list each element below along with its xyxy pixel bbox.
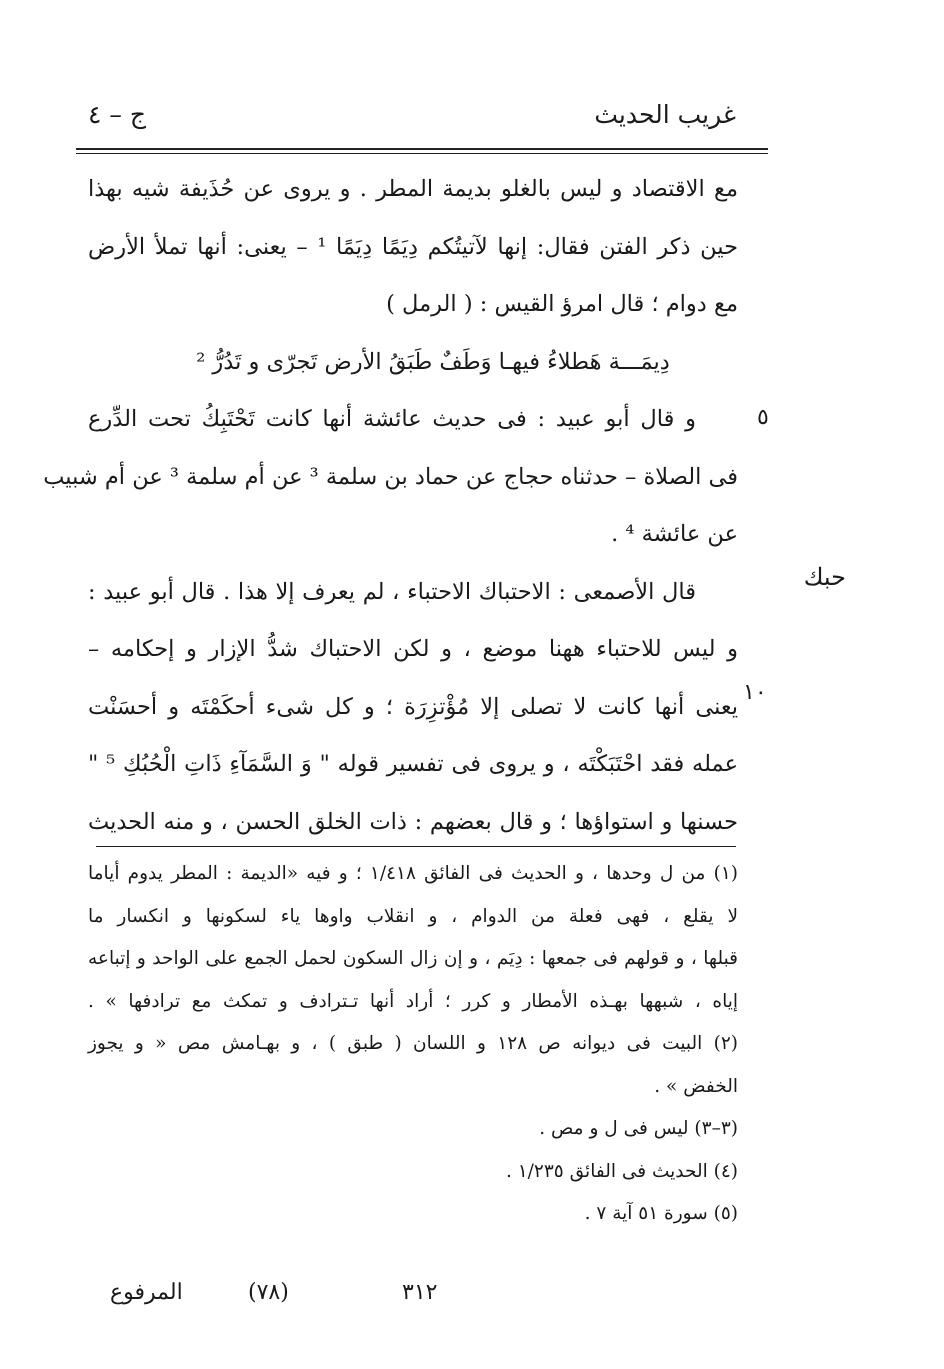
text-line: حسنها و استواؤها ؛ و قال بعضهم : ذات الخلق الحسن ، و منه الحديث — [88, 808, 738, 835]
poetry-verse: دِيمَـــة هَطلاءُ فيهـا وَطَفٌ طَبَقُ الأرض تَجرّى و تَدُرُّ ² — [196, 348, 670, 375]
footnote-line: (٣–٣) ليس فى ل و مص . — [539, 1118, 738, 1139]
text-line: مع دوام ؛ قال امرؤ القيس : ( الرمل ) — [386, 291, 738, 317]
footnotes — [88, 853, 738, 1236]
page-number: ٣١٢ — [402, 1280, 438, 1305]
text-line: قال الأصمعى : الاحتباك الاحتباء ، لم يعرف إلا هذا . قال أبو عبيد : — [88, 578, 696, 605]
text-line: و ليس للاحتباء ههنا موضع ، و لكن الاحتباك شدُّ الإزار و إحكامه – — [88, 636, 738, 662]
footnote-line: لا يقلع ، فهى فعلة من الدوام ، و انقلاب واوها ياء لسكونها و انكسار ما — [88, 905, 738, 927]
footnote-line: (٤) الحديث فى الفائق ١/٢٣٥ . — [505, 1160, 738, 1182]
text-line: فى الصلاة – حدثناه حجاج عن حماد بن سلمة ³ عن أم سلمة ³ عن أم شبيب — [43, 463, 738, 490]
footnote-line: (٥) سورة ٥١ آية ٧ . — [584, 1203, 738, 1224]
footnote-line: إياه ، شبهها بهـذه الأمطار و كرر ؛ أراد أنها تـترادف و تمكث مع ترادفها » . — [88, 990, 738, 1012]
main-text — [43, 161, 738, 851]
header-rule — [76, 148, 768, 150]
volume-number: ج – ٤ — [88, 100, 146, 129]
header-rule-thin — [76, 153, 768, 154]
line-number-10: ١٠ — [743, 680, 767, 705]
sheet-number: (٧٨) — [248, 1280, 289, 1305]
text-line: عمله فقد احْتَبَكْتَه ، و يروى فى تفسير قوله " وَ السَّمَآءِ ذَاتِ الْحُبُكِ ⁵ " — [88, 751, 738, 777]
margin-keyword: حبك — [803, 563, 846, 591]
text-line: مع الاقتصاد و ليس بالغلو بديمة المطر . و يروى عن حُذَيفة شيه بهذا — [88, 176, 738, 202]
footnote-line: قبلها ، و قولهم فى جمعها : دِيَم ، و إن زال السكون لحمل الجمع على الواحد و إتباعه — [88, 948, 738, 969]
line-number-5: ٥ — [757, 405, 769, 430]
catchword: المرفوع — [110, 1280, 183, 1305]
footnote-line: (١) من ل وحدها ، و الحديث فى الفائق ١/٤١٨ ؛ و فيه «الديمة : المطر يدوم أياما — [88, 863, 738, 884]
footnote-line: الخفض » . — [654, 1075, 738, 1097]
text-line: حين ذكر الفتن فقال: إنها لآتيتُكم دِيَمًا دِيَمًا ¹ – يعنى: أنها تملأ الأرض — [88, 233, 738, 260]
running-title: غريب الحديث — [594, 100, 736, 129]
footnote-line: (٢) البيت فى ديوانه ص ١٢٨ و اللسان ( طبق ) ، و بهـامش مص « و يجوز — [88, 1033, 738, 1054]
footnote-rule — [96, 846, 736, 847]
text-line: عن عائشة ⁴ . — [611, 521, 738, 547]
text-line: يعنى أنها كانت لا تصلى إلا مُؤْتزِرَة ؛ و كل شىء أحكَمْتَه و أحسَنْت — [88, 693, 738, 720]
text-line: و قال أبو عبيد : فى حديث عائشة أنها كانت تَحْتَبِكُ تحت الدِّرع — [88, 406, 696, 432]
